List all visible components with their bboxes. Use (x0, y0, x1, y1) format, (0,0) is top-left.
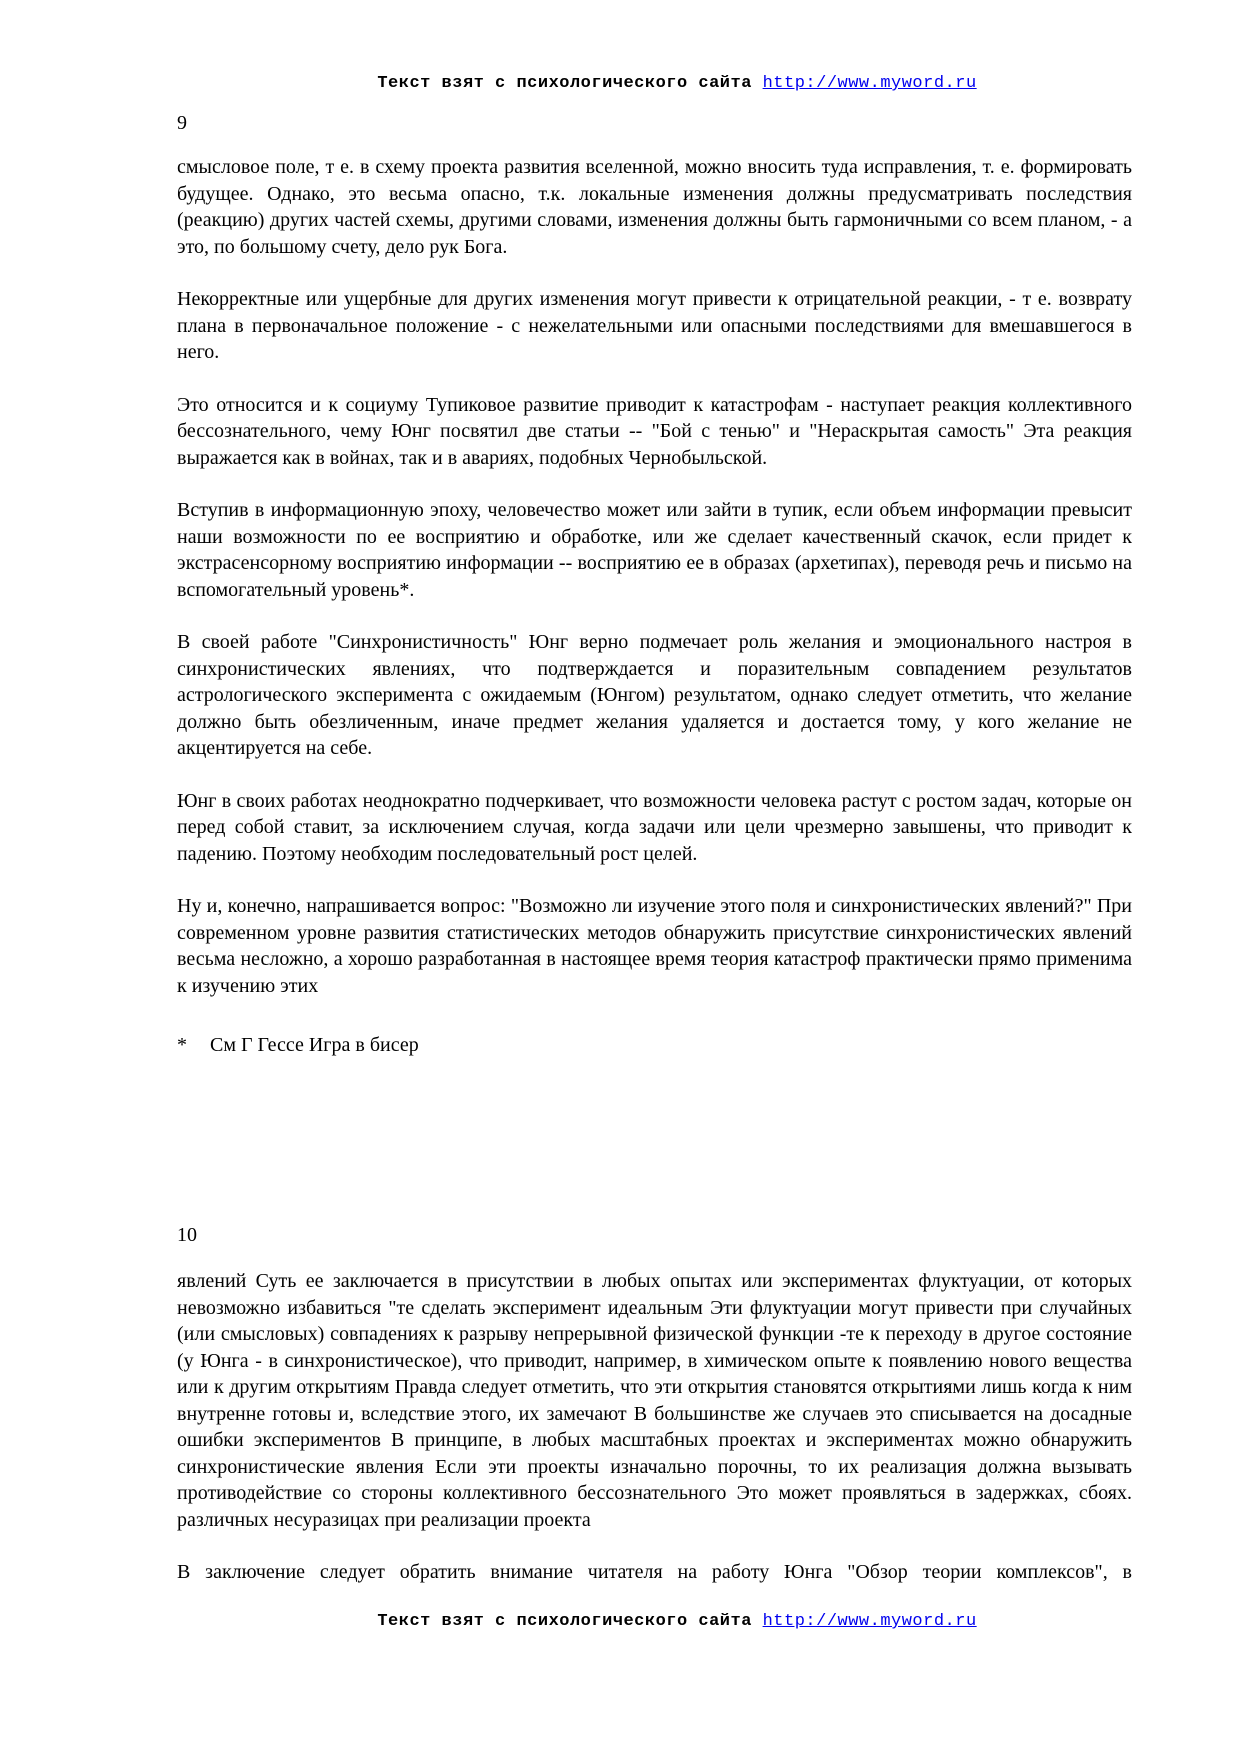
page-10-body (177, 1268, 1132, 1612)
paragraph: Это относится и к социуму Тупиковое развитие приводит к катастрофам - наступает реакция коллективного бессознательного, чему Юнг посвятил две статьи -- "Бой с тенью" и "Нераскрытая самость" Эта реакция выражается как в войнах, так и в авариях, подобных Чернобыльской. (177, 393, 1132, 469)
header-label: Текст взят с психологического сайта (377, 74, 752, 93)
footnote-text: См Г Гессе Игра в бисер (210, 1034, 419, 1056)
footnote-mark: * (177, 1034, 187, 1056)
page-header (0, 74, 1240, 93)
paragraph: явлений Суть ее заключается в присутствии в любых опытах или экспериментах флуктуации, от которых невозможно избавиться "те сделать эксперимент идеальным Эти флуктуации могут привести при случайных (или смысловых) совпадениях к разрыву непрерывной физической функции -те к переходу в другое состояние (у Юнга - в синхронистическое), что приводит, например, в химическом опыте к появлению нового вещества или к другим открытиям Правда следует отметить, что эти открытия становятся открытиями лишь когда к ним внутренне готовы и, вследствие этого, их замечают В большинстве же случаев это списывается на досадные ошибки экспериментов В принципе, в любых масштабных проектах и экспериментах можно обнаружить синхронистические явления Если эти проекты изначально порочны, то их реализация должна вызывать противодействие со стороны коллективного бессознательного Это может проявляться в задержках, сбоях. различных несуразицах при реализации проекта (177, 1270, 1132, 1531)
paragraph: Ну и, конечно, напрашивается вопрос: "Возможно ли изучение этого поля и синхронистических явлений?" При современном уровне развития статистических методов обнаружить присутствие синхронистических явлений весьма несложно, а хорошо разработанная в настоящее время теория катастроф практически прямо применима к изучению этих (177, 895, 1132, 997)
footer-label: Текст взят с психологического сайта (377, 1612, 752, 1631)
paragraph: смысловое поле, т е. в схему проекта развития вселенной, можно вносить туда исправления, т. е. формировать будущее. Однако, это весьма опасно, т.к. локальные изменения должны предусматривать последствия (реакцию) других частей схемы, другими словами, изменения должны быть гармоничными со всем планом, - а это, по большому счету, дело рук Бога. (177, 156, 1132, 258)
page-9-body (177, 154, 1132, 1025)
footnote (177, 1034, 419, 1057)
paragraph: Юнг в своих работах неоднократно подчеркивает, что возможности человека растут с ростом задач, которые он перед собой ставит, за исключением случая, когда задачи или цели чрезмерно завышены, что приводит к падению. Поэтому необходим последовательный рост целей. (177, 789, 1132, 865)
footer-site-link[interactable]: http://www.myword.ru (762, 1612, 977, 1631)
paragraph: Некорректные или ущербные для других изменения могут привести к отрицательной реакции, - т е. возврату плана в первоначальное положение - с нежелательными или опасными последствиями для вмешавшегося в него. (177, 288, 1132, 363)
paragraph: В своей работе "Синхронистичность" Юнг верно подмечает роль желания и эмоционального настроя в синхронистических явлениях, что подтверждается и поразительным совпадением результатов астрологического эксперимента с ожидаемым (Юнгом) результатом, однако следует отметить, что желание должно быть обезличенным, иначе предмет желания удаляется и достается тому, у кого желание не акцентируется на себе. (177, 631, 1132, 759)
page-footer (0, 1612, 1240, 1631)
paragraph: В заключение следует обратить внимание читателя на работу Юнга "Обзор теории комплексов", в (177, 1561, 1132, 1583)
page-number-9: 9 (177, 112, 187, 134)
page-number-10: 10 (177, 1224, 197, 1246)
paragraph: Вступив в информационную эпоху, человечество может или зайти в тупик, если объем информации превысит наши возможности по ее восприятию и обработке, или же сделает качественный скачок, если придет к экстрасенсорному восприятию информации -- восприятию ее в образах (архетипах), переводя речь и письмо на вспомогательный уровень*. (177, 499, 1132, 601)
header-site-link[interactable]: http://www.myword.ru (762, 74, 977, 93)
